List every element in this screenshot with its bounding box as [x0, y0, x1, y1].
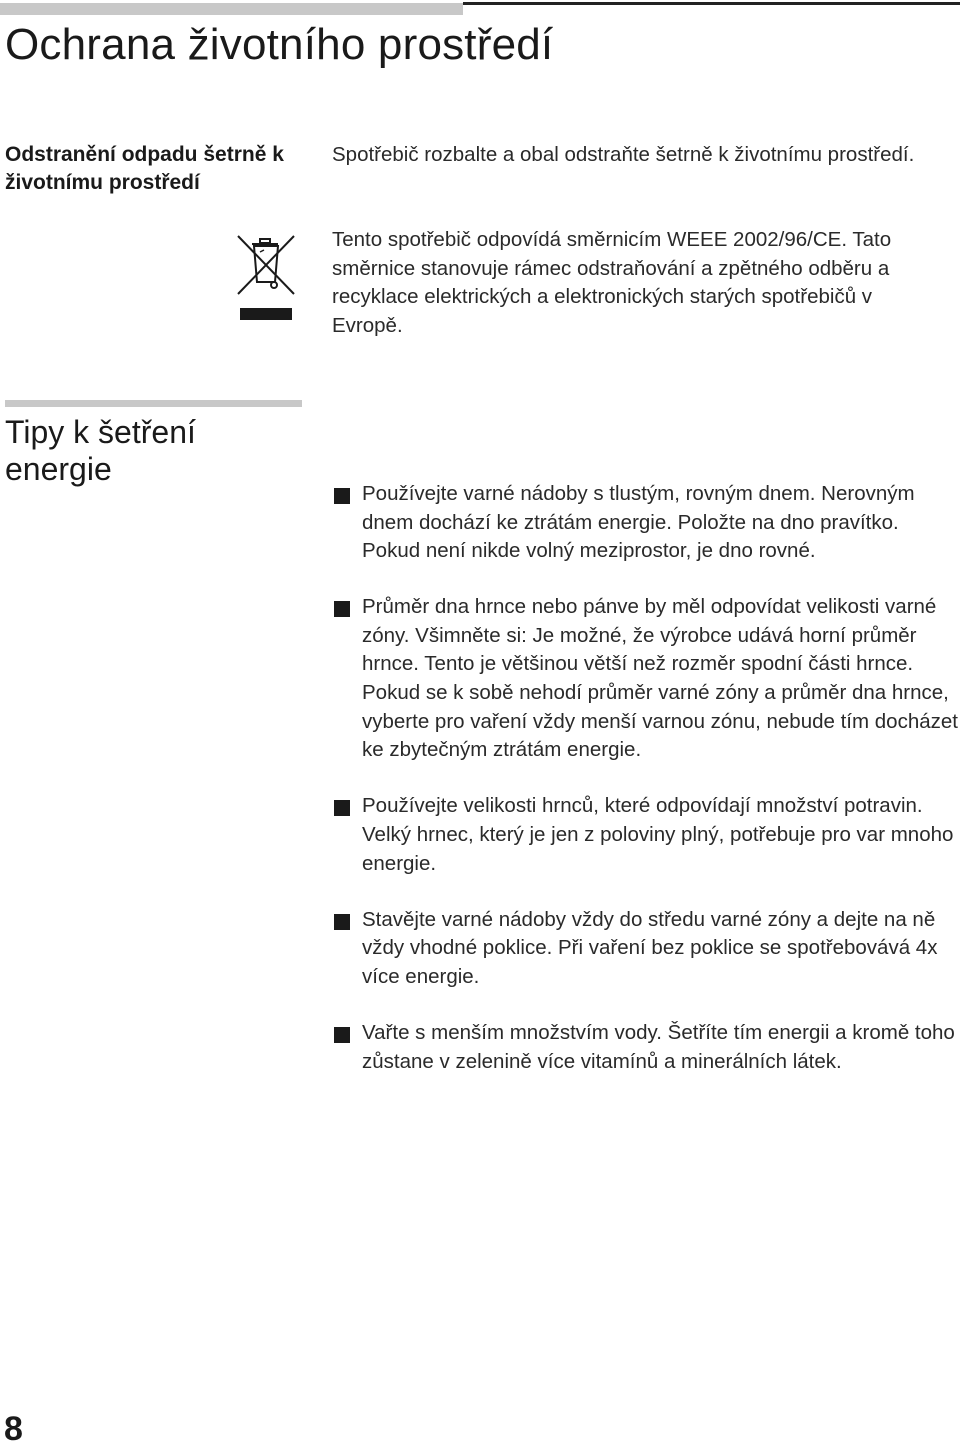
square-bullet-icon: [334, 488, 350, 504]
square-bullet-icon: [334, 1027, 350, 1043]
tip-text: Stavějte varné nádoby vždy do středu varné zóny a dejte na ně vždy vhodné poklice. Při vaření bez poklice se spotřebovává 4x více energie.: [362, 907, 938, 988]
page-title: Ochrana životního prostředí: [5, 20, 554, 69]
disposal-paragraph-weee: Tento spotřebič odpovídá směrnicím WEEE 2002/96/CE. Tato směrnice stanovuje rámec odstraňování a zpětného odběru a recyklace elektrických a elektronických starých spotřebičů v Evropě.: [332, 228, 892, 337]
disposal-paragraph-unpack: Spotřebič rozbalte a obal odstraňte šetrně k životnímu prostředí.: [332, 143, 915, 166]
list-item: [334, 593, 960, 765]
list-item: [334, 1019, 960, 1076]
square-bullet-icon: [334, 914, 350, 930]
tip-text: Vařte s menším množstvím vody. Šetříte tím energii a kromě toho zůstane v zelenině více vitamínů a minerálních látek.: [362, 1020, 955, 1073]
list-item: [334, 480, 960, 566]
header-rule-black: [463, 2, 960, 5]
square-bullet-icon: [334, 800, 350, 816]
list-item: [334, 906, 960, 992]
page-number: 8: [4, 1410, 23, 1448]
header-rule-gray: [0, 3, 463, 15]
section-rule-gray: [5, 400, 302, 407]
list-item: [334, 792, 960, 878]
disposal-heading: Odstranění odpadu šetrně k životnímu prostředí: [5, 143, 284, 194]
energy-tips-list: [334, 480, 960, 1104]
energy-tips-heading: Tipy k šetření energie: [5, 414, 196, 487]
square-bullet-icon: [334, 601, 350, 617]
crossed-out-wheelie-bin-icon: [234, 232, 298, 322]
tip-text: Používejte varné nádoby s tlustým, rovným dnem. Nerovným dnem dochází ke ztrátám energie. Položte na dno pravítko. Pokud není nikde volný meziprostor, je dno rovné.: [362, 482, 915, 563]
tip-text: Používejte velikosti hrnců, které odpovídají množství potravin. Velký hrnec, který je jen z poloviny plný, potřebuje pro var mnoho energie.: [362, 794, 954, 875]
tip-text: Průměr dna hrnce nebo pánve by měl odpovídat velikosti varné zóny. Všimněte si: Je možné, že výrobce udává horní průměr hrnce. Tento je většinou větší než rozměr spodní části hrnce. Pokud se k sobě nehodí průměr varné zóny a průměr dna hrnce, vyberte pro vaření vždy menší varnou zónu, nebude tím docházet ke zbytečným ztrátám energie.: [362, 595, 958, 762]
